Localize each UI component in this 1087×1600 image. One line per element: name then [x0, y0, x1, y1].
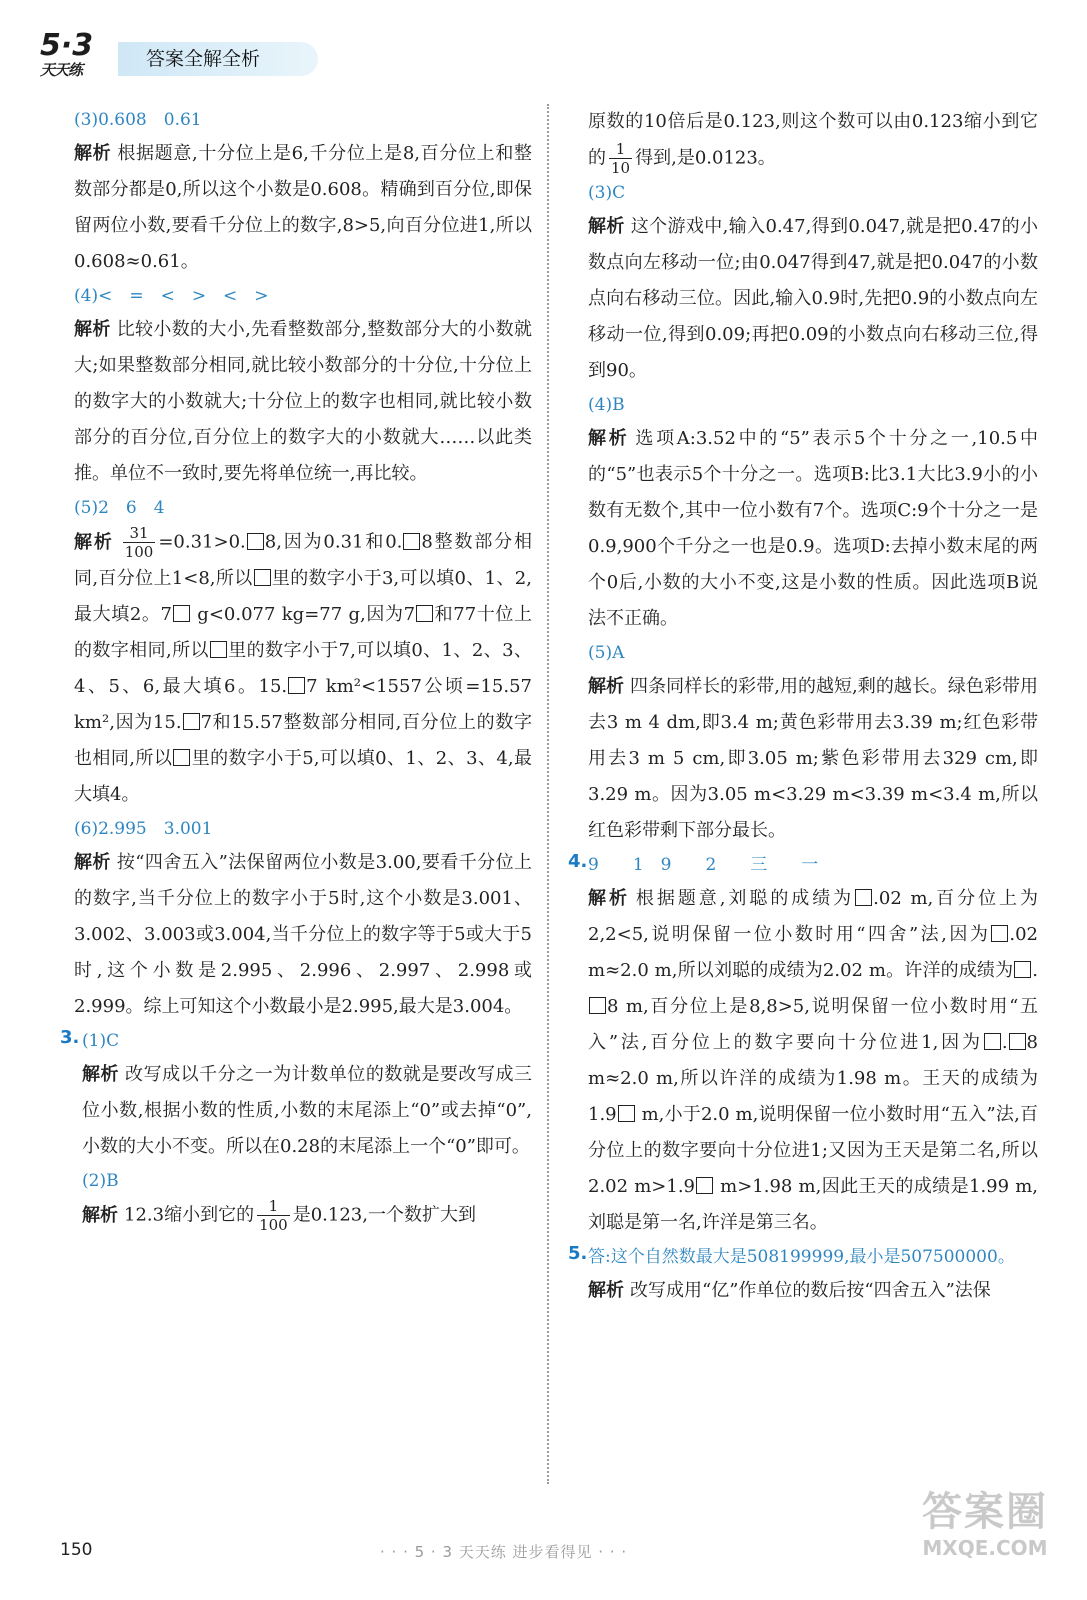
page-header: [40, 28, 300, 84]
question-number: 5.: [568, 1243, 588, 1264]
analysis-2-3: 解析 根据题意,十分位上是6,千分位上是8,百分位上和整数部分都是0,所以这个小数是0.608。精确到百分位,即保留两位小数,要看千分位上的数字,8>5,向百分位进1,所以0.608≈0.61。: [74, 143, 532, 272]
analysis-2-5: 解析 $\frac{31}{100}$ =0.31>0. 8,因为0.31和0. 8整数部分相同,百分位上1<8,所以 里的数字小于3,可以填0、1、2,最大填2。7 g<0.077 kg=77 g,因为7 和77十位上的数字相同,所以 里的数字小于7,可以填0、1、2、3、4、5、6,最大填6。15. 7 km²<1557公顷=15.57 km²,因为15. 7和15.57整数部分相同,百分位上的数字也相同,所以 里的数字小于5,可以填0、1、2、3、4,最大填4。: [74, 524, 533, 805]
blank-box: [855, 889, 872, 906]
blank-box: [183, 713, 200, 730]
fraction: $\frac{31}{100}$: [124, 524, 154, 561]
fraction: $\frac{1}{10}$: [611, 140, 631, 177]
blank-box: [403, 533, 420, 550]
analysis-3-3: 解析 这个游戏中,输入0.47,得到0.047,就是把0.47的小数点向左移动一位;由0.047得到47,就是把0.047的小数点向右移动三位。因此,输入0.9时,先把0.9的小数点向左移动一位,得到0.09;再把0.09的小数点向右移动三位,得到90。: [588, 216, 1039, 381]
analysis-label: 解析: [588, 216, 625, 237]
blank-box: [589, 997, 606, 1014]
analysis-5: 解析 改写成用“亿”作单位的数后按“四舍五入”法保: [588, 1280, 991, 1301]
blank-box: [696, 1177, 713, 1194]
analysis-2-6: 解析 按“四舍五入”法保留两位小数是3.00,要看千分位上的数字,当千分位上的数字小于5时,这个小数是3.001、3.002、3.003或3.004,当千分位上的数字等于5或大于5时,这个小数是2.995、2.996、2.997、2.998或2.999。综上可知这个小数最小是2.995,最大是3.004。: [74, 852, 533, 1017]
analysis-label: 解析: [588, 1280, 624, 1301]
blank-box: [416, 605, 433, 622]
answer-3-5: (5)A: [588, 643, 625, 663]
answer-2-3: (3)0.608 0.61: [74, 110, 202, 130]
blank-box: [210, 641, 227, 658]
answer-2-6: (6)2.995 3.001: [74, 819, 213, 839]
blank-box: [618, 1105, 635, 1122]
analysis-label: 解析: [74, 143, 112, 164]
analysis-3-5: 解析 四条同样长的彩带,用的越短,剩的越长。绿色彩带用去3 m 4 dm,即3.4 m;黄色彩带用去3.39 m;红色彩带用去3 m 5 cm,即3.05 m;紫色彩带用去329 cm,即3.29 m。因为3.05 m<3.29 m<3.39 m<3.4 m,所以红色彩带剩下部分最长。: [588, 676, 1038, 841]
blank-box: [173, 605, 190, 622]
analysis-3-2: 解析 12.3缩小到它的 $\frac{1}{100}$ 是0.123,一个数扩大到: [82, 1197, 476, 1234]
watermark: 答案圈 MXQE.COM: [922, 1489, 1048, 1560]
analysis-3-4: 解析 选项A:3.52中的“5”表示5个十分之一,10.5中的“5”也表示5个十分之一。选项B:比3.1大比3.9小的小数有无数个,其中一位小数有7个。选项C:9个十分之一是0.9,900个千分之一也是0.9。选项D:去掉小数末尾的两个0后,小数的大小不变,这是小数的性质。因此选项B说法不正确。: [588, 428, 1039, 629]
analysis-label: 解析: [82, 1204, 118, 1226]
answer-3-2: (2)B: [82, 1171, 119, 1191]
analysis-2-4: 解析 比较小数的大小,先看整数部分,整数部分大的小数就大;如果整数部分相同,就比较小数部分的十分位,十分位上的数字大的小数就大;十分位上的数字也相同,就比较小数部分的百分位,百分位上的数字大的小数就大……以此类推。单位不一致时,要先将单位统一,再比较。: [74, 319, 532, 484]
question-5: [568, 1241, 1038, 1273]
column-divider: [547, 104, 549, 1484]
blank-box: [984, 1033, 1001, 1050]
blank-box: [991, 925, 1008, 942]
answer-5: 答:这个自然数最大是508199999,最小是507500000。: [588, 1247, 1015, 1267]
left-column: [60, 104, 533, 1234]
blank-box: [254, 569, 271, 586]
analysis-label: 解析: [74, 319, 111, 340]
answer-2-4: (4)< = < > < >: [74, 286, 269, 306]
answer-2-5: (5)2 6 4: [74, 498, 165, 518]
analysis-label: 解析: [588, 888, 630, 909]
answer-3-4: (4)B: [588, 395, 625, 415]
analysis-label: 解析: [82, 1064, 120, 1085]
answer-4: 9 1 9 2 三 一: [588, 855, 819, 875]
blank-box: [1009, 1033, 1026, 1050]
answer-3-3: (3)C: [588, 183, 626, 203]
analysis-label: 解析: [74, 531, 114, 553]
answer-3-1: (1)C: [82, 1031, 120, 1051]
analysis-3-1: 解析 改写成以千分之一为计数单位的数就是要改写成三位小数,根据小数的性质,小数的末尾添上“0”或去掉“0”,小数的大小不变。所以在0.28的末尾添上一个“0”即可。: [82, 1064, 533, 1157]
fraction: $\frac{1}{100}$: [259, 1197, 288, 1234]
analysis-label: 解析: [588, 428, 630, 449]
page-number: 150: [60, 1540, 93, 1560]
right-column: [568, 104, 1039, 1309]
analysis-label: 解析: [74, 852, 111, 873]
analysis-label: 解析: [588, 676, 625, 697]
footer-slogan: · · · 5 · 3 天天练 进步看得见 · · ·: [380, 1543, 628, 1561]
blank-box: [173, 749, 190, 766]
analysis-3-2-continued: 原数的10倍后是0.123,则这个数可以由0.123缩小到它的 $\frac{1}{10}$ 得到,是0.0123。: [588, 111, 1038, 177]
blank-box: [1014, 961, 1031, 978]
brand-logo: 5·3 天天练: [40, 28, 94, 79]
analysis-4: 解析 根据题意,刘聪的成绩为 .02 m,百分位上为2,2<5,说明保留一位小数时用“四舍”法,因为 .02 m≈2.0 m,所以刘聪的成绩为2.02 m。许洋的成绩为 .8 m,百分位上是8,8>5,说明保留一位小数时用“五入”法,百分位上的数字要向十分位进1,因为 . 8 m≈2.0 m,所以许洋的成绩为1.98 m。王天的成绩为1.9 m,小于2.0 m,说明保留一位小数时用“五入”法,百分位上的数字要向十分位进1;又因为王天是第二名,所以2.02 m>1.9 m>1.98 m,因此王天的成绩是1.99 m,刘聪是第一名,许洋是第三名。: [588, 888, 1039, 1233]
header-title: 答案全解全析: [118, 42, 318, 76]
blank-box: [288, 677, 305, 694]
question-number: 3.: [60, 1027, 80, 1048]
blank-box: [247, 533, 264, 550]
question-3: [60, 1025, 532, 1057]
question-number: 4.: [568, 851, 588, 872]
question-4: [568, 849, 1038, 881]
